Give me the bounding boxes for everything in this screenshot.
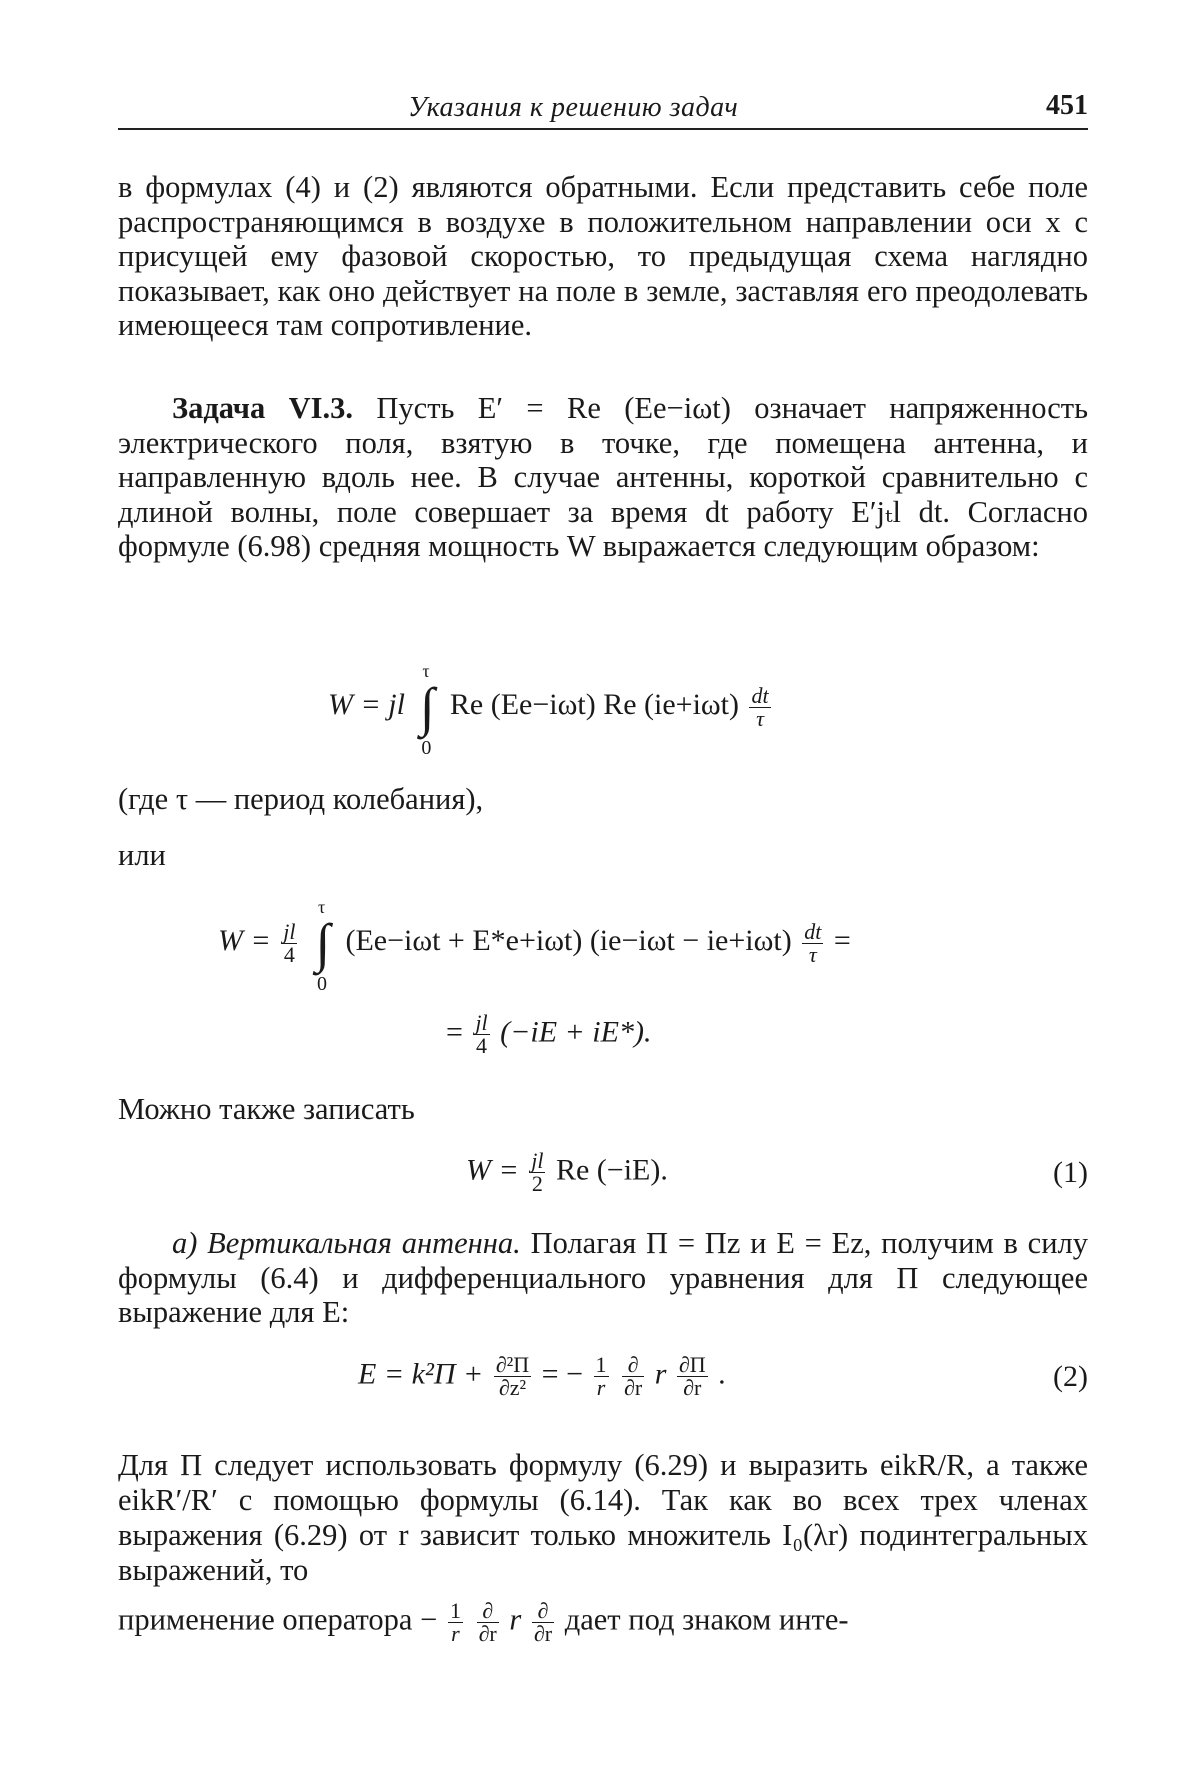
eq-1-fraction [529,1150,545,1195]
last-line [118,1600,849,1645]
last-f1-den: r [448,1623,463,1645]
eq-b-fraction [281,921,297,966]
eq-2-r: r [655,1357,667,1390]
page-header [118,88,1088,130]
page-number: 451 [1046,90,1088,122]
last-f2-den: ∂r [477,1623,499,1645]
last-line-r: r [509,1603,521,1637]
eq-b-frac-den: 4 [281,944,297,966]
eq-2-f3-num: ∂ [622,1354,644,1377]
also-write-line: Можно также записать [118,1092,415,1127]
eq-1-lhs: W = [466,1153,519,1186]
last-f1-num: 1 [448,1600,463,1623]
last-f2-num: ∂ [477,1600,499,1623]
lower-limit: 0 [421,738,431,758]
eq-b-dt-num: dt [802,921,823,944]
eq-2-frac2 [594,1354,609,1399]
equation-power-result [446,1012,651,1057]
book-page [0,0,1200,1776]
vertical-antenna-label: а) Вертикальная антенна. [172,1226,521,1260]
upper-limit: τ [422,662,429,680]
eq-1-body: Re (−iE). [556,1153,668,1186]
eq-a-frac-den: τ [749,708,770,730]
eq-1-frac-den: 2 [529,1173,545,1195]
paragraph-vertical-antenna [118,1226,1088,1330]
equation-power-integral [328,680,774,734]
vertical-antenna-text: Полагая Π = Πz и E = Ez, получим в силу формулы (6.4) и дифференциального уравнения для Π следующее выражение для E: [118,1226,1088,1329]
eq-2-f4-num: ∂Π [677,1354,708,1377]
last-f3-num: ∂ [532,1600,554,1623]
eq-b-body: (Ee−iωt + E*e+iωt) (ie−iωt − ie+iωt) [345,924,791,957]
eq-b-dt-fraction [802,921,823,966]
eq-1-frac-num: jl [529,1150,545,1173]
paragraph-problem-vi3 [118,391,1088,564]
last-line-minus: − [420,1603,437,1637]
lower-limit: 0 [317,974,327,994]
eq-2-frac1 [494,1354,531,1399]
eq-b-tail: = [834,924,851,957]
equation-number-1: (1) [1053,1156,1088,1190]
eq-2-lhs: E = k²Π + [358,1357,483,1390]
last-line-end: дает под знаком инте- [565,1603,849,1637]
eq-a-fraction [749,685,770,730]
eq-c-fraction [473,1012,489,1057]
last-frac2 [477,1600,499,1645]
eq-2-f2-num: 1 [594,1354,609,1377]
paragraph-1: в формулах (4) и (2) являются обратными. Если представить себе поле распространяющимся в воздухе в положительном направлении оси x с присущей ему фазовой скоростью, то предыдущая схема наглядно показывает, как оно действует на поле в земле, заставляя его преодолевать имеющееся там сопротивление. [118,170,1088,343]
equation-2 [358,1354,726,1399]
problem-text: Пусть E′ = Re (Ee−iωt) означает напряженность электрического поля, взятую в точке, где помещена антенна, и направленную вдоль нее. В случае антенны, короткой сравнительно с длиной волны, поле совершает за время dt работу E′jₜl dt. Согласно формуле (6.98) средняя мощность W выражается следующим образом: [118,391,1088,563]
problem-label: Задача VI.3. [172,391,353,425]
eq-a-body: Re (Ee−iωt) Re (ie+iωt) [450,688,739,721]
eq-2-frac4 [677,1354,708,1399]
integral-sign: ∫ τ 0 [308,916,338,970]
equation-power-expanded [218,916,851,970]
eq-2-f2-den: r [594,1377,609,1399]
eq-c-lead: = [446,1015,463,1048]
eq-c-frac-den: 4 [473,1035,489,1057]
running-head: Указания к решению задач [408,92,738,124]
eq-b-dt-den: τ [802,944,823,966]
eq-a-lhs: W = jl [328,688,405,721]
eq-2-frac3 [622,1354,644,1399]
equation-number-2: (2) [1053,1360,1088,1394]
eq-2-f3-den: ∂r [622,1377,644,1399]
eq-2-end: . [718,1357,726,1390]
eq-a-frac-num: dt [749,685,770,708]
integral-sign: ∫ τ 0 [412,680,442,734]
note-tau-period: (где τ — период колебания), [118,782,483,817]
upper-limit: τ [318,898,325,916]
equation-1 [466,1150,668,1195]
or-word: или [118,838,166,873]
last-f3-den: ∂r [532,1623,554,1645]
last-line-start: применение оператора [118,1603,412,1637]
last-frac3 [532,1600,554,1645]
eq-b-lhs: W = [218,924,271,957]
eq-c-body: (−iE + iE*). [500,1015,651,1048]
paragraph-pi-formula: Для Π следует использовать формулу (6.29) и выразить eikR/R, а также eikR′/R′ с помощью формулы (6.14). Так как во всех трех членах выражения (6.29) от r зависит только множитель I₀(λr) подинтегральных выражений, то [118,1448,1088,1588]
eq-2-f4-den: ∂r [677,1377,708,1399]
eq-c-frac-num: jl [473,1012,489,1035]
eq-b-frac-num: jl [281,921,297,944]
eq-2-f1-num: ∂²Π [494,1354,531,1377]
eq-2-f1-den: ∂z² [494,1377,531,1399]
last-frac1 [448,1600,463,1645]
eq-2-mid: = − [542,1357,583,1390]
